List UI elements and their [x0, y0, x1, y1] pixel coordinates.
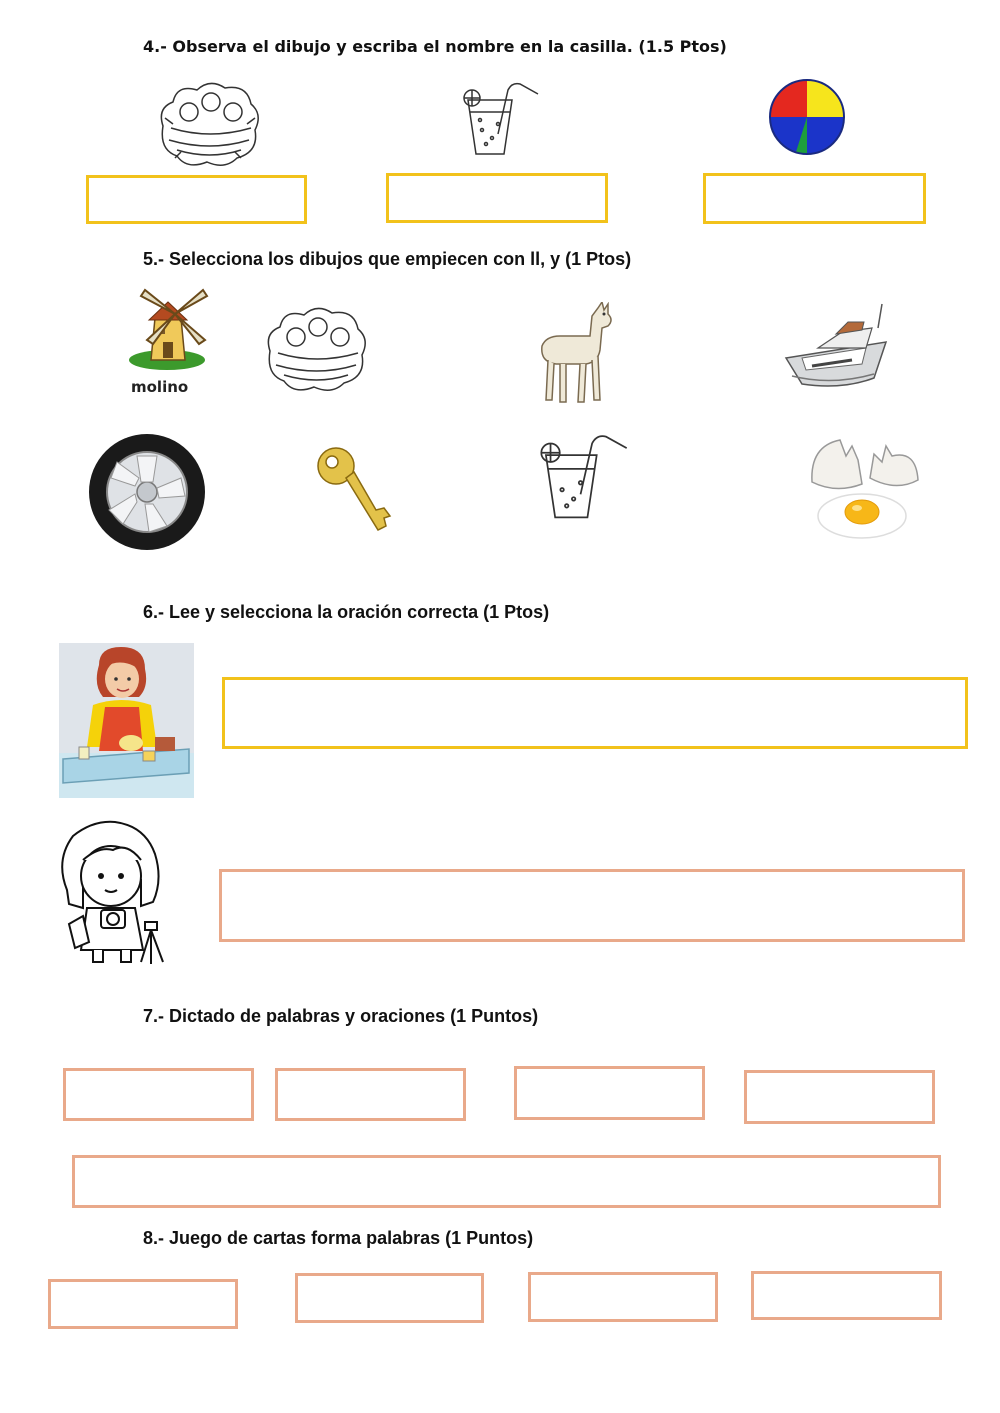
llama-icon[interactable] [532, 302, 618, 410]
windmill-caption: molino [131, 378, 189, 396]
question-8-title: 8.- Juego de cartas forma palabras (1 Puntos) [143, 1228, 534, 1248]
card-word-box-2[interactable] [295, 1273, 484, 1323]
juice-glass-icon[interactable] [534, 432, 634, 522]
answer-input[interactable] [66, 1071, 251, 1118]
key-icon[interactable] [314, 444, 394, 542]
answer-input[interactable] [89, 178, 304, 221]
answer-input[interactable] [222, 872, 962, 939]
answer-input[interactable] [754, 1274, 939, 1317]
card-word-box-4[interactable] [751, 1271, 942, 1320]
question-5-title: 5.- Selecciona los dibujos que empiecen con ll, y (1 Ptos) [143, 249, 632, 269]
answer-input[interactable] [225, 680, 965, 746]
answer-input[interactable] [389, 176, 605, 220]
girl-camera-icon[interactable] [53, 820, 171, 968]
question-6-title: 6.- Lee y selecciona la oración correcta (1 Ptos) [143, 602, 550, 622]
answer-input[interactable] [531, 1275, 715, 1319]
answer-box-ball[interactable] [703, 173, 926, 224]
beach-ball-icon[interactable] [766, 78, 848, 156]
sentence-box-cooking[interactable] [222, 677, 968, 749]
yacht-icon[interactable] [782, 298, 894, 396]
dictation-word-box-4[interactable] [744, 1070, 935, 1124]
dictation-word-box-2[interactable] [275, 1068, 466, 1121]
tire-icon[interactable] [87, 432, 208, 552]
answer-input[interactable] [298, 1276, 481, 1320]
egg-icon[interactable] [806, 432, 924, 544]
juice-glass-icon[interactable] [458, 80, 544, 158]
answer-input[interactable] [517, 1069, 702, 1117]
answer-box-nest[interactable] [86, 175, 307, 224]
answer-box-juice[interactable] [386, 173, 608, 223]
nest-icon[interactable] [155, 78, 265, 170]
nest-icon[interactable] [262, 302, 372, 396]
windmill-icon[interactable] [125, 284, 210, 398]
answer-input[interactable] [747, 1073, 932, 1121]
answer-input[interactable] [278, 1071, 463, 1118]
card-word-box-1[interactable] [48, 1279, 238, 1329]
question-7-title: 7.- Dictado de palabras y oraciones (1 Puntos) [143, 1006, 539, 1026]
card-word-box-3[interactable] [528, 1272, 718, 1322]
answer-input[interactable] [706, 176, 923, 221]
sentence-box-camera[interactable] [219, 869, 965, 942]
dictation-word-box-1[interactable] [63, 1068, 254, 1121]
dictation-word-box-3[interactable] [514, 1066, 705, 1120]
dictation-sentence-box[interactable] [72, 1155, 941, 1208]
girl-cooking-icon[interactable] [59, 643, 194, 798]
answer-input[interactable] [51, 1282, 235, 1326]
question-4-title: 4.- Observa el dibujo y escriba el nombre en la casilla. (1.5 Ptos) [143, 37, 727, 56]
answer-input[interactable] [75, 1158, 938, 1205]
